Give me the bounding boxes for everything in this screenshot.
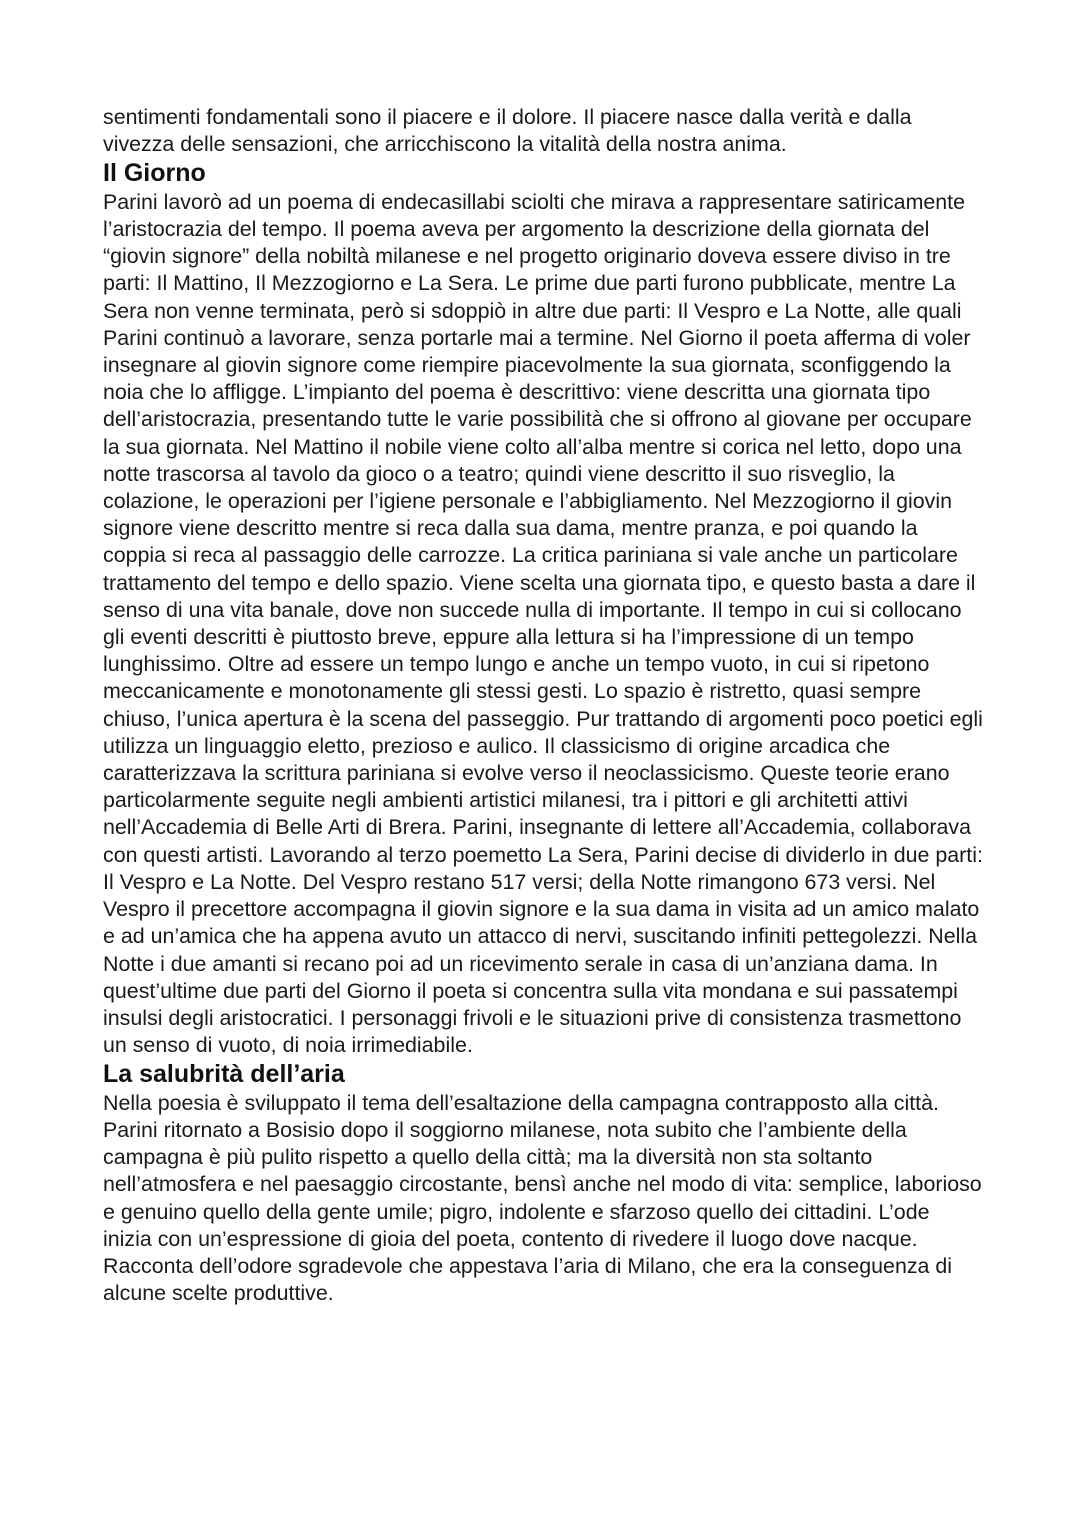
document-page xyxy=(103,104,983,1307)
section-heading-il-giorno: Il Giorno xyxy=(103,159,206,188)
section-heading-salubrita-aria: La salubrità dell’aria xyxy=(103,1060,345,1089)
section-body-il-giorno: Parini lavorò ad un poema di endecasillabi sciolti che mirava a rappresentare satiricamente l’aristocrazia del tempo. Il poema aveva per argomento la descrizione della giornata del “giovin signore” della nobiltà milanese e nel progetto originario doveva essere diviso in tre parti: Il Mattino, Il Mezzogiorno e La Sera. Le prime due parti furono pubblicate, mentre La Sera non venne terminata, però si sdoppiò in altre due parti: Il Vespro e La Notte, alle quali Parini continuò a lavorare, senza portarle mai a termine. Nel Giorno il poeta afferma di voler insegnare al giovin signore come riempire piacevolmente la sua giornata, sconfiggendo la noia che lo affligge. L’impianto del poema è descrittivo: viene descritta una giornata tipo dell’aristocrazia, presentando tutte le varie possibilità che si offrono al giovane per occupare la sua giornata. Nel Mattino il nobile viene colto all’alba mentre si corica nel letto, dopo una notte trascorsa al tavolo da gioco o a teatro; quindi viene descritto il suo risveglio, la colazione, le operazioni per l’igiene personale e l’abbigliamento. Nel Mezzogiorno il giovin signore viene descritto mentre si reca dalla sua dama, mentre pranza, e poi quando la coppia si reca al passaggio delle carrozze. La critica pariniana si vale anche un particolare trattamento del tempo e dello spazio. Viene scelta una giornata tipo, e questo basta a dare il senso di una vita banale, dove non succede nulla di importante. Il tempo in cui si collocano gli eventi descritti è piuttosto breve, eppure alla lettura si ha l’impressione di un tempo lunghissimo. Oltre ad essere un tempo lungo e anche un tempo vuoto, in cui si ripetono meccanicamente e monotonamente gli stessi gesti. Lo spazio è ristretto, quasi sempre chiuso, l’unica apertura è la scena del passeggio. Pur trattando di argomenti poco poetici egli utilizza un linguaggio eletto, prezioso e aulico. Il classicismo di origine arcadica che caratterizzava la scrittura pariniana si evolve verso il neoclassicismo. Queste teorie erano particolarmente seguite negli ambienti artistici milanesi, tra i pittori e gli architetti attivi nell’Accademia di Belle Arti di Brera. Parini, insegnante di lettere all’Accademia, collaborava con questi artisti. Lavorando al terzo poemetto La Sera, Parini decise di dividerlo in due parti: Il Vespro e La Notte. Del Vespro restano 517 versi; della Notte rimangono 673 versi. Nel Vespro il precettore accompagna il giovin signore e la sua dama in visita ad un amico malato e ad un’amica che ha appena avuto un attacco di nervi, suscitando infiniti pettegolezzi. Nella Notte i due amanti si recano poi ad un ricevimento serale in casa di un’anziana dama. In quest’ultime due parti del Giorno il poeta si concentra sulla vita mondana e sui passatempi insulsi degli aristocratici. I personaggi frivoli e le situazioni prive di consistenza trasmettono un senso di vuoto, di noia irrimediabile. xyxy=(103,189,983,1058)
section-body-salubrita-aria: Nella poesia è sviluppato il tema dell’esaltazione della campagna contrapposto alla città. Parini ritornato a Bosisio dopo il soggiorno milanese, nota subito che l’ambiente della campagna è più pulito rispetto a quello della città; ma la diversità non sta soltanto nell’atmosfera e nel paesaggio circostante, bensì anche nel modo di vita: semplice, laborioso e genuino quello della gente umile; pigro, indolente e sfarzoso quello dei cittadini. L’ode inizia con un’espressione di gioia del poeta, contento di rivedere il luogo dove nacque. Racconta dell’odore sgradevole che appestava l’aria di Milano, che era la conseguenza di alcune scelte produttive. xyxy=(103,1090,982,1306)
intro-paragraph: sentimenti fondamentali sono il piacere e il dolore. Il piacere nasce dalla verità e dalla vivezza delle sensazioni, che arricchiscono la vitalità della nostra anima. xyxy=(103,105,912,157)
